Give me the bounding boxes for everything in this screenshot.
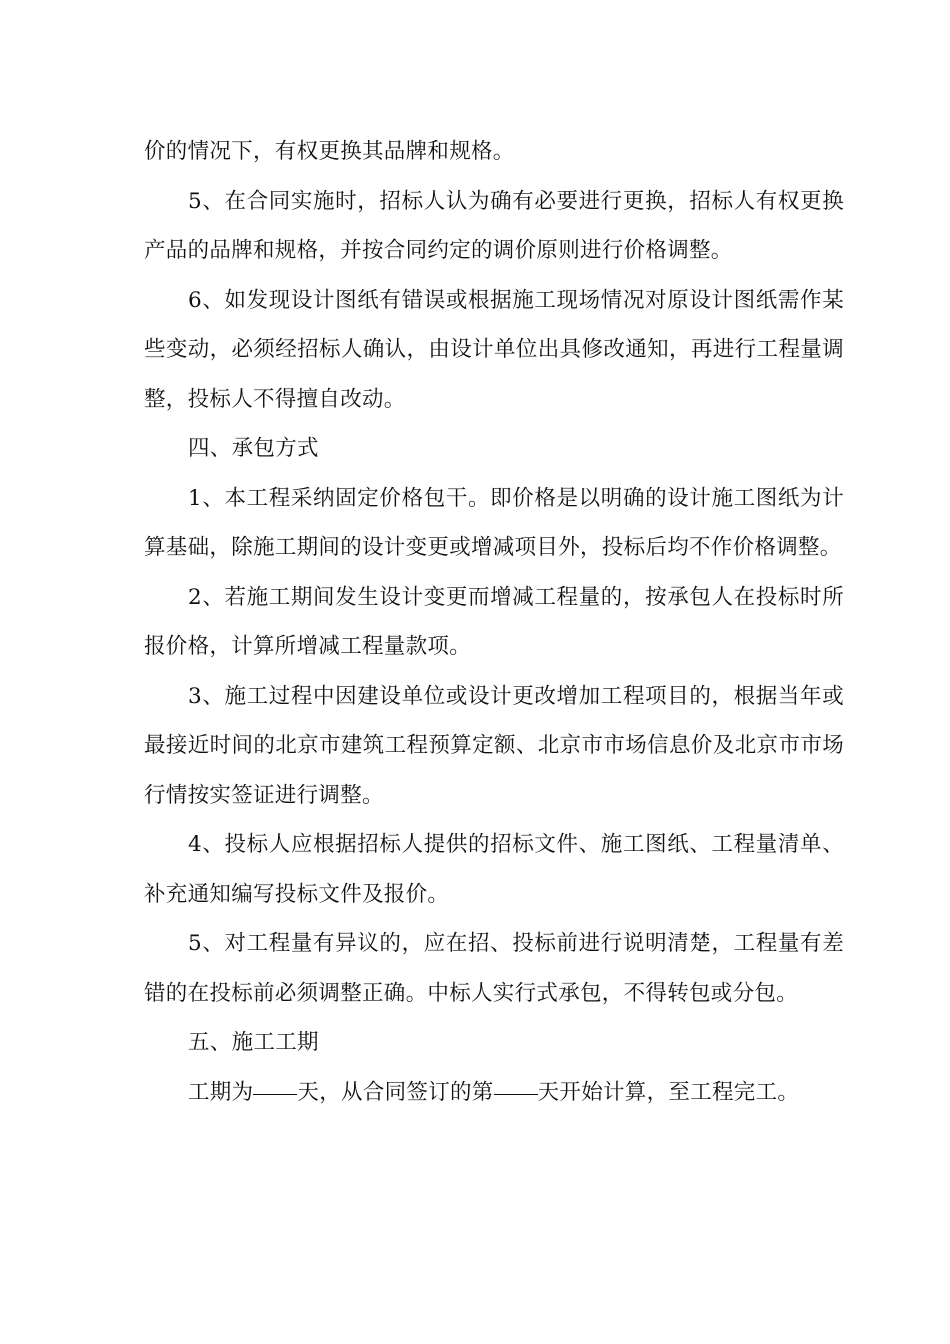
paragraph-method-5: 5、对工程量有异议的，应在招、投标前进行说明清楚，工程量有差错的在投标前必须调整正确。中标人实行式承包，不得转包或分包。 [144, 931, 844, 1006]
section-heading-contract-method: 四、承包方式 [188, 436, 319, 461]
paragraph-clause-5: 5、在合同实施时，招标人认为确有必要进行更换，招标人有权更换产品的品牌和规格，并按合同约定的调价原则进行价格调整。 [144, 188, 844, 263]
duration-text-3: 天开始计算，至工程完工。 [537, 1079, 800, 1105]
paragraph-duration [144, 1068, 844, 1118]
paragraph-method-1: 1、本工程采纳固定价格包干。即价格是以明确的设计施工图纸为计算基础，除施工期间的设计变更或增减项目外，投标后均不作价格调整。 [144, 485, 844, 560]
paragraph-method-3: 3、施工过程中因建设单位或设计更改增加工程项目的，根据当年或最接近时间的北京市建筑工程预算定额、北京市市场信息价及北京市市场行情按实签证进行调整。 [144, 683, 844, 808]
duration-text-1: 工期为 [188, 1079, 254, 1105]
section-heading-construction-period: 五、施工工期 [188, 1030, 319, 1055]
paragraph-method-4: 4、投标人应根据招标人提供的招标文件、施工图纸、工程量清单、补充通知编写投标文件及报价。 [144, 832, 844, 907]
days-blank [253, 1093, 297, 1095]
start-day-blank [494, 1093, 538, 1095]
paragraph-method-2: 2、若施工期间发生设计变更而增减工程量的，按承包人在投标时所报价格，计算所增减工程量款项。 [144, 584, 844, 659]
document-body [144, 127, 844, 1117]
duration-text-2: 天，从合同签订的第 [297, 1079, 494, 1105]
paragraph-continuation: 价的情况下，有权更换其品牌和规格。 [144, 139, 515, 164]
paragraph-clause-6: 6、如发现设计图纸有错误或根据施工现场情况对原设计图纸需作某些变动，必须经招标人确认，由设计单位出具修改通知，再进行工程量调整，投标人不得擅自改动。 [144, 287, 844, 412]
